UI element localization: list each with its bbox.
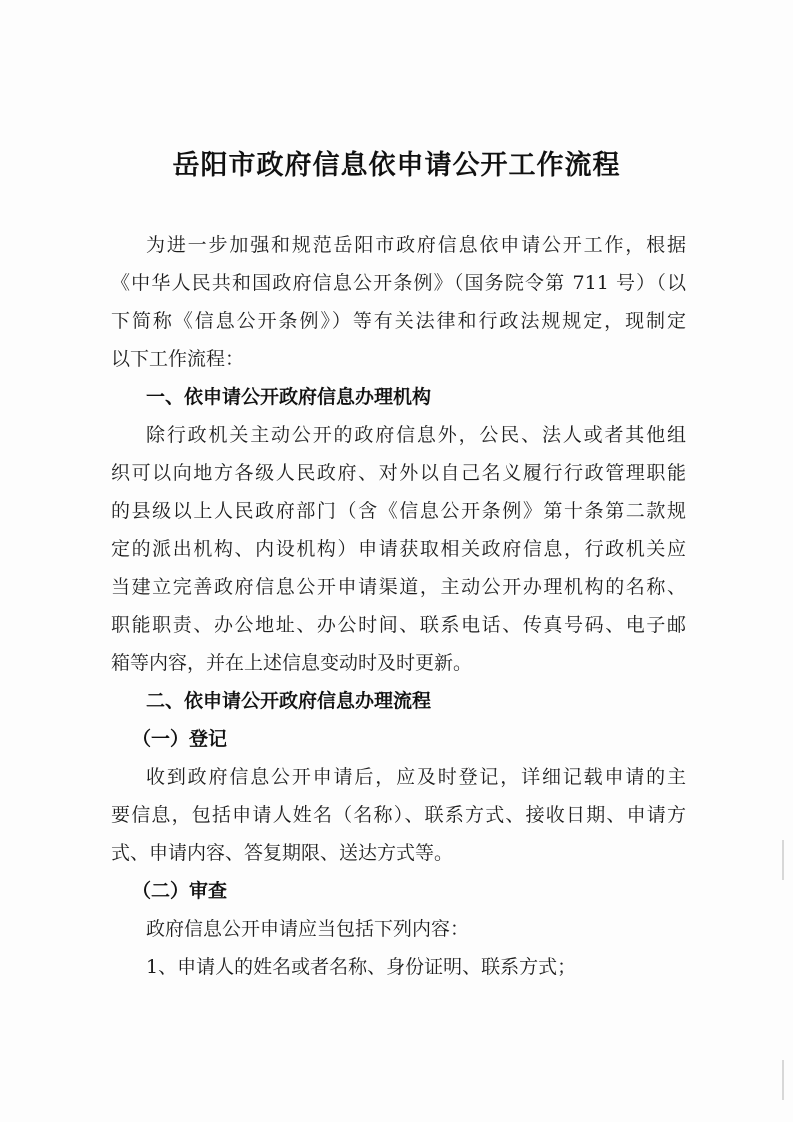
section1-line-7: 箱等内容，并在上述信息变动时及时更新。 (111, 652, 473, 674)
sub2-line-1: 政府信息公开申请应当包括下列内容： (146, 918, 470, 940)
intro-line-4: 以下工作流程： (111, 348, 245, 370)
sub1-line-2: 要信息，包括申请人姓名（名称）、联系方式、接收日期、申请方 (111, 804, 686, 826)
section1-line-3: 的县级以上人民政府部门（含《信息公开条例》第十条第二款规 (111, 500, 686, 522)
scan-edge-mark (782, 1060, 784, 1100)
intro-line-1: 为进一步加强和规范岳阳市政府信息依申请公开工作，根据 (146, 234, 686, 256)
scan-edge-mark (782, 840, 784, 880)
section1-line-2: 织可以向地方各级人民政府、对外以自己名义履行行政管理职能 (111, 462, 686, 484)
section2-heading: 二、依申请公开政府信息办理流程 (146, 690, 432, 712)
sub2-line-2: 1、申请人的姓名或者名称、身份证明、联系方式； (146, 956, 577, 978)
section2-sub1-heading: （一）登记 (132, 728, 228, 750)
section2-sub2-heading: （二）审查 (132, 880, 228, 902)
section1-heading: 一、依申请公开政府信息办理机构 (146, 386, 432, 408)
intro-line-2: 《中华人民共和国政府信息公开条例》（国务院令第 711 号）（以 (111, 272, 686, 294)
section1-line-4: 定的派出机构、内设机构）申请获取相关政府信息，行政机关应 (111, 538, 686, 560)
intro-line-3: 下简称《信息公开条例》）等有关法律和行政法规规定，现制定 (111, 310, 686, 332)
sub1-line-3: 式、申请内容、答复期限、送达方式等。 (111, 842, 454, 864)
section1-line-6: 职能职责、办公地址、办公时间、联系电话、传真号码、电子邮 (111, 614, 686, 636)
sub1-line-1: 收到政府信息公开申请后，应及时登记，详细记载申请的主 (146, 766, 686, 788)
section1-line-5: 当建立完善政府信息公开申请渠道，主动公开办理机构的名称、 (111, 576, 686, 598)
document-title: 岳阳市政府信息依申请公开工作流程 (172, 150, 621, 181)
section1-line-1: 除行政机关主动公开的政府信息外，公民、法人或者其他组 (146, 424, 686, 446)
